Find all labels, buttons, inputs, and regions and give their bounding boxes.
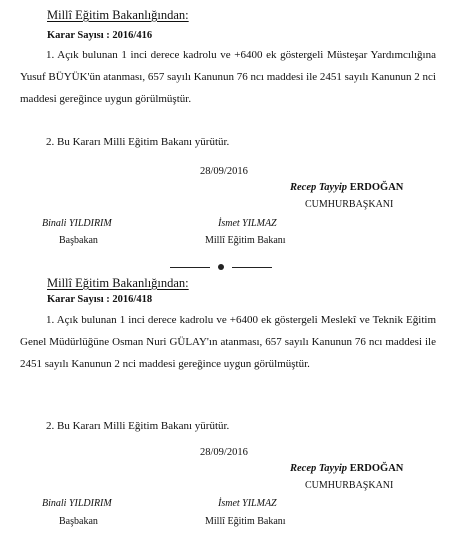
- separator-line-right: [232, 267, 272, 268]
- decree-article-2: 2. Bu Kararı Milli Eğitim Bakanı yürütür.: [46, 136, 230, 148]
- president-name: [290, 182, 403, 193]
- decree-number: Karar Sayısı : 2016/418: [47, 294, 153, 305]
- decree-date: 28/09/2016: [200, 166, 248, 177]
- signatory-2-title: Millî Eğitim Bakanı: [205, 235, 286, 246]
- president-title: CUMHURBAŞKANI: [305, 480, 394, 491]
- decree-article-1: 1. Açık bulunan 1 inci derece kadrolu ve +6400 ek göstergeli Meslekî ve Teknik Eğitim Genel Müdürlüğüne Osman Nuri GÜLAY'ın atanması, 657 sayılı Kanunun 76 ncı maddesi ile 2451 sayılı Kanunun 2 nci maddesi gereğince uygun görülmüştür.: [20, 314, 436, 370]
- decree-article-2: 2. Bu Kararı Milli Eğitim Bakanı yürütür.: [46, 420, 230, 432]
- president-first-name: Recep Tayyip: [290, 182, 348, 193]
- signatory-1-name: Binali YILDIRIM: [42, 498, 112, 509]
- decree-date: 28/09/2016: [200, 447, 248, 458]
- separator-bullet-icon: [218, 264, 224, 270]
- separator-line-left: [170, 267, 210, 268]
- president-first-name: Recep Tayyip: [290, 463, 348, 474]
- president-last-name: ERDOĞAN: [349, 182, 404, 193]
- ministry-heading: Millî Eğitim Bakanlığından:: [47, 276, 189, 290]
- section-separator: [170, 262, 272, 272]
- president-name: [290, 463, 403, 474]
- signatory-2-name: İsmet YILMAZ: [218, 498, 277, 509]
- signatory-1-title: Başbakan: [59, 516, 98, 527]
- signatory-1-name: Binali YILDIRIM: [42, 218, 112, 229]
- signatory-1-title: Başbakan: [59, 235, 98, 246]
- signatory-2-name: İsmet YILMAZ: [218, 218, 277, 229]
- decree-number: Karar Sayısı : 2016/416: [47, 30, 153, 41]
- ministry-heading: Millî Eğitim Bakanlığından:: [47, 8, 189, 22]
- decree-article-1: 1. Açık bulunan 1 inci derece kadrolu ve +6400 ek göstergeli Müsteşar Yardımcılığına Yusuf BÜYÜK'ün atanması, 657 sayılı Kanunun 76 ncı maddesi ile 2451 sayılı Kanunun 2 nci maddesi gereğince uygun görülmüştür.: [20, 49, 436, 105]
- president-title: CUMHURBAŞKANI: [305, 199, 394, 210]
- signatory-2-title: Millî Eğitim Bakanı: [205, 516, 286, 527]
- president-last-name: ERDOĞAN: [349, 463, 404, 474]
